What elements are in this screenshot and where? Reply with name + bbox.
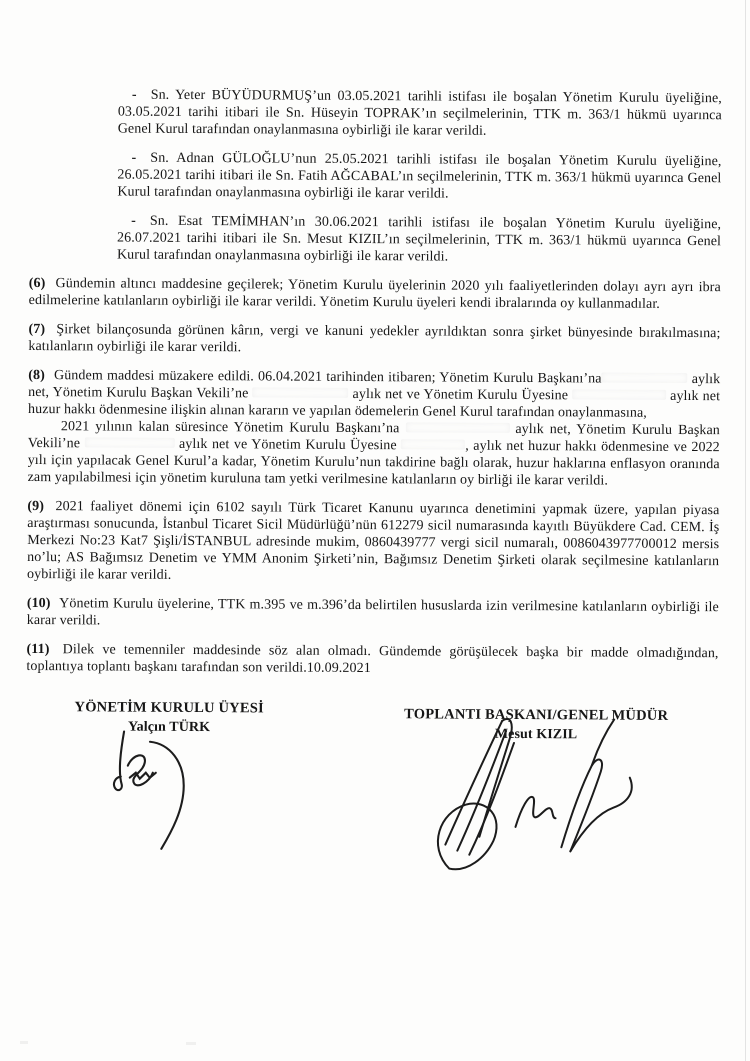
signature-block-chairman xyxy=(371,706,701,744)
paragraph xyxy=(28,321,720,359)
signature-block-board-member xyxy=(54,699,284,736)
paragraph xyxy=(29,275,721,313)
signature-title-board-member: YÖNETİM KURULU ÜYESİ xyxy=(74,699,264,717)
paragraph xyxy=(27,595,719,633)
redacted-blank xyxy=(84,437,174,448)
item-number: (6) xyxy=(28,275,46,292)
bullet-item xyxy=(117,150,721,205)
item-number: (11) xyxy=(26,641,50,658)
redacted-blank xyxy=(572,389,666,400)
scan-edge-artifact xyxy=(745,0,746,1061)
text-segment: Şirket bilançosunda görünen kârın, vergi ve kanuni yedekler ayrıldıktan sonra şirket bünyesinde bırakılmasına; katılanların oybirliği ile karar verildi. xyxy=(28,322,721,356)
text-segment: Sn. Yeter BÜYÜDURMUŞ’un 03.05.2021 tarihli istifası ile boşalan Yönetim Kurulu üyeliğine, 03.05.2021 tarihi itibari ile Sn. Hüseyin TOPRAK’ın seçilmelerinin, TTK m. 363/1 hükmü uyarınca Genel Kurul tarafından onaylanmasına oybirliği ile karar verildi. xyxy=(117,87,722,139)
document-content xyxy=(25,86,722,913)
item-number: (10) xyxy=(26,595,51,612)
text-segment: 2021 faaliyet dönemi için 6102 sayılı Türk Ticaret Kanunu uyarınca denetimini yapmak üzere, yapılan piyasa araştırması sonucunda, İstanbul Ticaret Sicil Müdürlüğü’nün 612279 sicil numarasında kayıtlı Büyükdere Cad. CEM. İş Merkezi No:23 Kat7 Şişli/İSTANBUL adresinde mukim, 0860439777 vergi sicil numaralı, 0086043977700012 mersis no’lu; AS Bağımsız Denetim ve YMM Anonim Şirketi’nin, Bağımsız Denetim Şirketi olarak seçilmesine katılanların oybirliği ile karar verildi. xyxy=(26,499,720,583)
bullet-item xyxy=(118,87,722,142)
signature-name-chairman: Mesut KIZIL xyxy=(494,726,578,743)
text-segment: aylık net huzur hakkı ödenmesine ilişkin alınan kararın ve yapılan ödemelerin Genel Kurul tarafından onaylanmasına, xyxy=(27,388,721,421)
signature-name-board-member: Yalçın TÜRK xyxy=(127,719,211,736)
handwritten-signature-left-icon xyxy=(93,727,224,853)
paragraph xyxy=(26,641,718,679)
text-segment: aylık net, Yönetim Kurulu Başkan Vekili’ne xyxy=(27,421,720,452)
text-segment: , aylık net huzur hakkı ödenmesine ve 2022 yılı için yapılacak Genel Kurul’a kadar, Yönetim Kurulu’nun takdirine bağlı olarak, huzur haklarına enflasyon oranında zam yapılabilmesi için yönetim kuruluna tam yetki verilmesine katılanların oy birliği ile karar verildi. xyxy=(27,438,720,489)
text-segment: Sn. Esat TEMİMHAN’ın 30.06.2021 tarihli istifası ile boşalan Yönetim Kurulu üyeliğine, 26.07.2021 tarihi itibari ile Sn. Mesut KIZIL’ın seçilmelerinin, TTK m. 363/1 hükmü uyarınca Genel Kurul tarafından onaylanmasına oybirliği ile karar verildi. xyxy=(116,213,722,265)
text-segment: Yönetim Kurulu üyelerine, TTK m.395 ve m.396’da belirtilen hususlarda izin verilmesine katılanların oybirliği ile karar verildi. xyxy=(26,596,719,629)
item-number: (7) xyxy=(28,321,46,338)
bullet-item xyxy=(117,213,721,268)
document-body xyxy=(26,86,722,679)
redacted-blank xyxy=(405,422,509,433)
item-number: (9) xyxy=(27,498,45,515)
redacted-blank xyxy=(253,387,349,398)
text-segment: aylık net, Yönetim Kurulu Başkan Vekili’ne xyxy=(28,372,721,402)
text-segment: Dilek ve temenniler maddesinde söz alan olmadı. Gündemde görüşülecek başka bir madde olmadığından, toplantıya toplantı başkanı tarafından son verildi.10.09.2021 xyxy=(26,642,719,677)
text-segment: Gündem maddesi müzakere edildi. 06.04.2021 tarihinden itibaren; Yönetim Kurulu Başkanı’na xyxy=(53,368,602,387)
signature-title-chairman: TOPLANTI BAŞKANI/GENEL MÜDÜR xyxy=(404,706,669,724)
bullet-dash: - xyxy=(131,150,137,166)
scan-speck xyxy=(20,1041,28,1044)
bullet-dash: - xyxy=(131,87,137,103)
scan-speck xyxy=(186,1042,196,1045)
bullet-dash: - xyxy=(131,213,136,229)
text-segment: 2021 yılının kalan süresince Yönetim Kurulu Başkanı’na xyxy=(60,419,406,437)
text-segment: Gündemin altıncı maddesine geçilerek; Yönetim Kurulu üyelerinin 2020 yılı faaliyetlerinden dolayı ayrı ayrı ibra edilmelerine katılanların oybirliği ile karar verildi. Yönetim Kurulu üyeleri kendi ibralarında oy kullanmadılar. xyxy=(28,276,721,312)
text-segment: aylık net ve Yönetim Kurulu Üyesine xyxy=(174,436,402,454)
redacted-blank xyxy=(401,439,465,449)
signature-row xyxy=(25,699,718,913)
paragraph xyxy=(28,367,720,422)
paragraph xyxy=(28,418,720,490)
redacted-blank xyxy=(602,372,688,383)
item-number: (8) xyxy=(28,367,45,384)
paragraph xyxy=(27,498,720,587)
text-segment: aylık net ve Yönetim Kurulu Üyesine xyxy=(348,386,573,404)
text-segment: Sn. Adnan GÜLOĞLU’nun 25.05.2021 tarihli istifası ile boşalan Yönetim Kurulu üyeliğine, 26.05.2021 tarihi itibari ile Sn. Fatih AĞCABAL’ın seçilmelerinin, TTK m. 363/1 hükmü uyarınca Genel Kurul tarafından onaylanmasına oybirliği ile karar verildi. xyxy=(117,150,722,202)
